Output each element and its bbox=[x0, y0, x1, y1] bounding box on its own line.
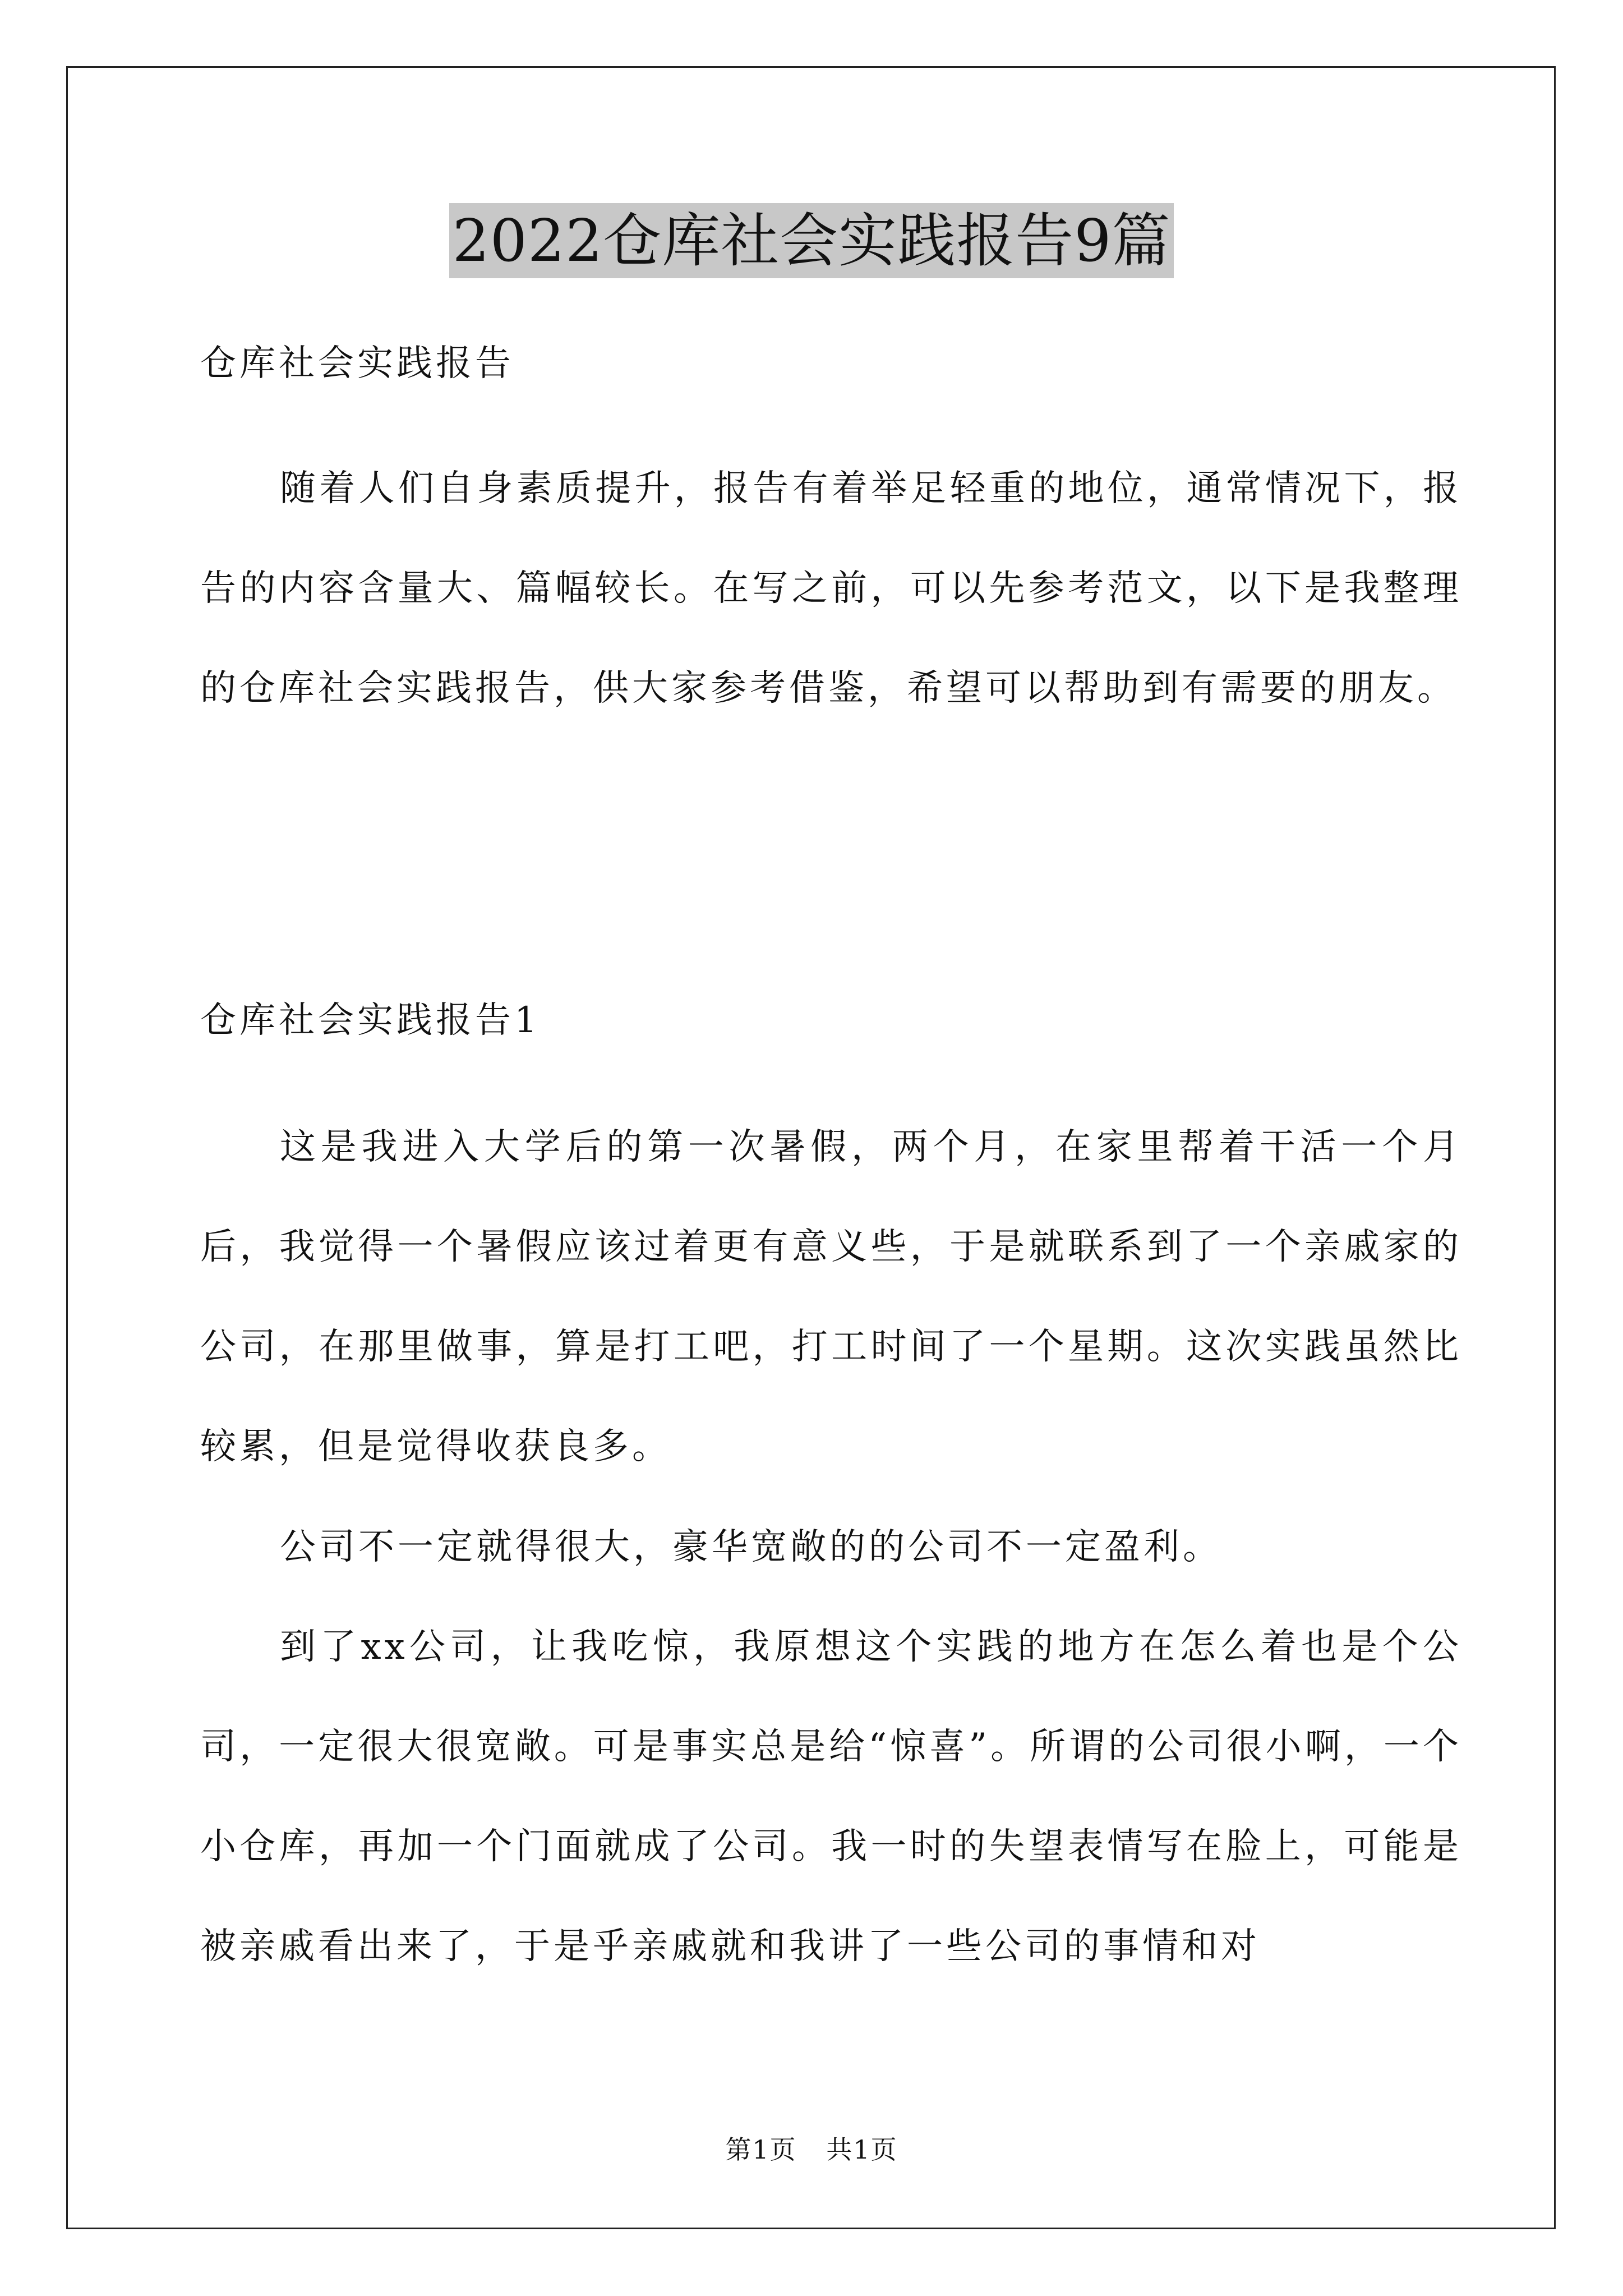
intro-paragraph-block bbox=[200, 439, 1462, 738]
page-footer bbox=[0, 2133, 1623, 2166]
section1-paragraph: 到了xx公司，让我吃惊，我原想这个实践的地方在怎么着也是个公司，一定很大很宽敞。可是事实总是给“惊喜”。所谓的公司很小啊，一个小仓库，再加一个门面就成了公司。我一时的失望表情写在脸上，可能是被亲戚看出来了，于是乎亲戚就和我讲了一些公司的事情和对 bbox=[200, 1626, 1462, 1967]
section1-paragraph: 这是我进入大学后的第一次暑假，两个月，在家里帮着干活一个月后，我觉得一个暑假应该过着更有意义些，于是就联系到了一个亲戚家的公司，在那里做事，算是打工吧，打工时间了一个星期。这次实践虽然比较累，但是觉得收获良多。 bbox=[200, 1126, 1462, 1467]
title-container bbox=[0, 203, 1623, 278]
section1-paragraph-2-block bbox=[200, 1497, 1462, 1597]
page-total: 共1页 bbox=[826, 2134, 898, 2165]
page-number: 第1页 bbox=[725, 2134, 797, 2165]
document-title: 2022仓库社会实践报告9篇 bbox=[449, 203, 1174, 278]
intro-paragraph: 随着人们自身素质提升，报告有着举足轻重的地位，通常情况下，报告的内容含量大、篇幅较长。在写之前，可以先参考范文，以下是我整理的仓库社会实践报告，供大家参考借鉴，希望可以帮助到有需要的朋友。 bbox=[200, 468, 1462, 709]
intro-heading: 仓库社会实践报告 bbox=[200, 343, 514, 384]
section1-paragraph-3-block bbox=[200, 1597, 1462, 1996]
section1-heading: 仓库社会实践报告1 bbox=[200, 1000, 541, 1041]
section1-paragraph-1-block bbox=[200, 1097, 1462, 1497]
section1-paragraph: 公司不一定就得很大，豪华宽敞的的公司不一定盈利。 bbox=[280, 1526, 1222, 1568]
